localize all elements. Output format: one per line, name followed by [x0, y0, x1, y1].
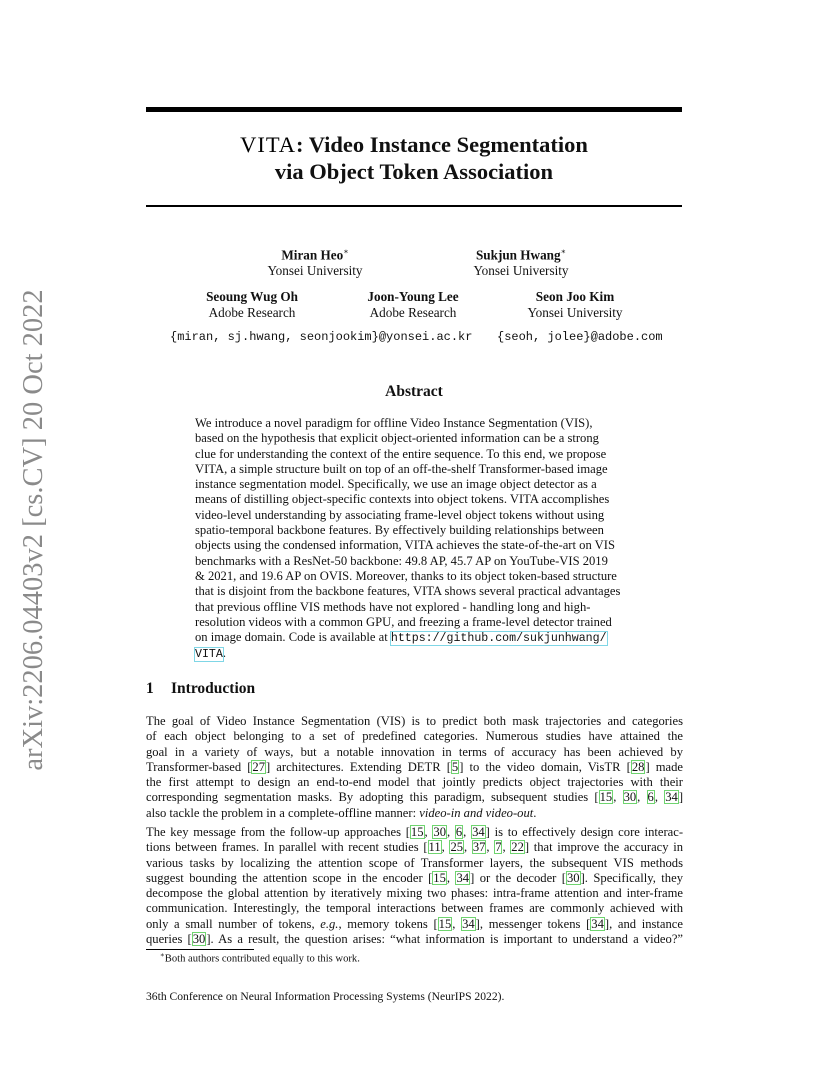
abstract-line: video-level understanding by associating frame-level object tokens without using — [195, 507, 605, 522]
author-affiliation: Yonsei University — [473, 263, 569, 279]
vita-logo: VITA — [240, 132, 297, 157]
paragraph-line: goal in a variety of ways, but a notable innovation in terms of accuracy has been achieved by — [146, 744, 683, 759]
citation-link[interactable]: 28 — [631, 759, 645, 774]
author-name: Seon Joo Kim — [535, 289, 615, 304]
paragraph-line: decompose the global attention by iteratively mixing two phases: intra-frame attention and inter-frame — [146, 886, 683, 901]
code-repository-link[interactable]: https://github.com/sukjunhwang/ — [390, 632, 607, 646]
author-name: Sukjun Hwang — [475, 247, 561, 263]
author-name: Joon-Young Lee — [367, 289, 459, 304]
paragraph-line: of each object belonging to a set of predefined categories. Numerous studies have attained the — [146, 729, 683, 744]
citation-link[interactable]: 6 — [455, 825, 463, 839]
author-block — [411, 244, 631, 279]
citation-link[interactable]: 25 — [450, 840, 464, 855]
equal-contribution-mark: ∗ — [343, 247, 349, 256]
title-line1: : Video Instance Segmentation — [296, 132, 588, 157]
section-title: Introduction — [171, 680, 256, 697]
citation-link[interactable]: 15 — [438, 916, 452, 931]
conference-venue: 36th Conference on Neural Information Processing Systems (NeurIPS 2022). — [146, 990, 505, 1003]
paragraph-line: the first attempt to design an end-to-end model that jointly predicts object trajectories with their — [146, 775, 683, 790]
citation-link[interactable]: 34 — [456, 870, 470, 885]
citation-link[interactable]: 15 — [410, 825, 424, 839]
emphasis: e.g. — [320, 916, 339, 931]
abstract-line: clue for understanding the context of the entire sequence. To this end, we propose — [195, 446, 607, 461]
abstract-line: benchmarks with a ResNet-50 backbone: 49.8 AP, 45.7 AP on YouTube-VIS 2019 — [195, 553, 608, 568]
citation-link[interactable]: 30 — [623, 790, 637, 805]
paragraph-line: The key message from the follow-up approaches [15, 30, 6, 34] is to effectively design core interac- — [146, 825, 684, 839]
citation-link[interactable]: 37 — [472, 840, 486, 855]
citation-link[interactable]: 27 — [252, 759, 265, 774]
paragraph-line: also tackle the problem in a complete-offline manner: video-in and video-out. — [146, 805, 537, 820]
abstract-line: instance segmentation model. Specifically, we use an image object detector as a — [195, 477, 597, 492]
author-block — [465, 289, 685, 321]
abstract-text — [195, 416, 635, 663]
citation-link[interactable]: 34 — [665, 790, 678, 805]
arxiv-identifier-stamp: arXiv:2206.04403v2 [cs.CV] 20 Oct 2022 — [18, 289, 49, 771]
paragraph-line: various tasks by localizing the attention scope of Transformer layers, the subsequent VIS methods — [146, 855, 683, 870]
paragraph-line: Transformer-based [27] architectures. Extending DETR [5] to the video domain, VisTR [28] made — [146, 759, 684, 774]
abstract-line: spatio-temporal backbone features. By effectively building relationships between — [195, 523, 604, 538]
abstract-line: means of distilling object-specific contexts into object tokens. VITA accomplishes — [195, 492, 610, 507]
citation-link[interactable]: 5 — [451, 759, 459, 774]
citation-link[interactable]: 34 — [472, 825, 485, 839]
abstract-line — [195, 646, 635, 662]
paragraph-line: only a small number of tokens, e.g., memory tokens [15, 34], messenger tokens [34], and instance — [146, 916, 683, 931]
citation-link[interactable]: 15 — [599, 790, 613, 805]
abstract-line: & 2021, and 19.6 AP on OVIS. Moreover, thanks to its object token-based structure — [195, 568, 617, 583]
author-affiliation: Yonsei University — [267, 263, 363, 279]
title-line2: via Object Token Association — [274, 159, 554, 184]
email-adobe: {seoh, jolee}@adobe.com — [497, 330, 663, 344]
author-name: Seoung Wug Oh — [206, 289, 298, 304]
citation-link[interactable]: 30 — [433, 825, 446, 839]
footnote — [160, 951, 360, 965]
paragraph-line: communication. Interestingly, the temporal interactions between frames are commonly achieved with — [146, 901, 683, 916]
abstract-line: VITA, a simple structure built on top of an off-the-shelf Transformer-based image — [195, 461, 608, 476]
paragraph-line: The goal of Video Instance Segmentation (VIS) is to predict both mask trajectories and categories — [146, 714, 683, 728]
abstract-line: based on the hypothesis that explicit object-oriented information can be a strong — [195, 431, 599, 446]
section-heading-introduction — [146, 680, 255, 698]
emphasis: video-in and video-out — [419, 805, 534, 820]
citation-link[interactable]: 7 — [495, 840, 502, 855]
abstract-line: objects using the condensed information, VITA achieves the state-of-the-art on VIS — [195, 538, 615, 553]
abstract-line: resolution videos with a common GPU, and freezing a frame-level detector trained — [195, 614, 612, 629]
email-yonsei: {miran, sj.hwang, seonjookim}@yonsei.ac.kr — [170, 330, 473, 344]
paper-title — [146, 131, 682, 185]
abstract-line: We introduce a novel paradigm for offline Video Instance Segmentation (VIS), — [195, 416, 593, 430]
author-block — [205, 244, 425, 279]
author-name: Miran Heo — [281, 247, 344, 263]
paragraph-line: queries [30]. As a result, the question arises: “what information is important to understand a video?” — [146, 932, 683, 947]
citation-link[interactable]: 22 — [511, 840, 524, 855]
footnote-rule — [146, 949, 254, 950]
abstract-final-period: . — [222, 646, 226, 661]
footnote-text: Both authors contributed equally to this work. — [164, 953, 360, 965]
citation-link[interactable]: 34 — [591, 916, 604, 931]
author-affiliation: Adobe Research — [208, 305, 296, 320]
introduction-paragraph-1 — [146, 714, 683, 821]
citation-link[interactable]: 30 — [192, 932, 206, 947]
citation-link[interactable]: 6 — [647, 790, 654, 805]
abstract-line: that previous offline VIS methods have not explored - handling long and high- — [195, 599, 591, 614]
paragraph-line: tions between frames. In parallel with recent studies [11, 25, 37, 7, 22] that improve the accuracy in — [146, 840, 683, 855]
title-top-rule — [146, 107, 682, 112]
citation-link[interactable]: 11 — [428, 840, 441, 855]
paragraph-line: suggest bounding the attention scope in the encoder [15, 34] or the decoder [30]. Specifically, they — [146, 870, 683, 885]
abstract-heading: Abstract — [385, 383, 443, 400]
section-number: 1 — [146, 680, 154, 697]
introduction-paragraph-2 — [146, 825, 683, 947]
author-affiliation: Adobe Research — [369, 305, 457, 320]
author-affiliation: Yonsei University — [527, 305, 623, 320]
paragraph-line: corresponding segmentation masks. By adopting this paradigm, subsequent studies [15, 30, 6, 34] — [146, 790, 684, 805]
citation-link[interactable]: 34 — [462, 916, 475, 931]
abstract-line — [195, 630, 635, 646]
citation-link[interactable]: 15 — [433, 870, 446, 885]
abstract-line-prefix: on image domain. Code is available at — [195, 630, 391, 645]
title-bottom-rule — [146, 205, 682, 207]
code-repository-link-continued[interactable]: VITA — [195, 648, 223, 662]
footnote-mark: ∗ — [160, 951, 165, 959]
citation-link[interactable]: 30 — [567, 870, 580, 885]
abstract-line: that is disjoint from the backbone features, VITA shows several practical advantages — [195, 584, 621, 599]
equal-contribution-mark: ∗ — [560, 247, 567, 256]
